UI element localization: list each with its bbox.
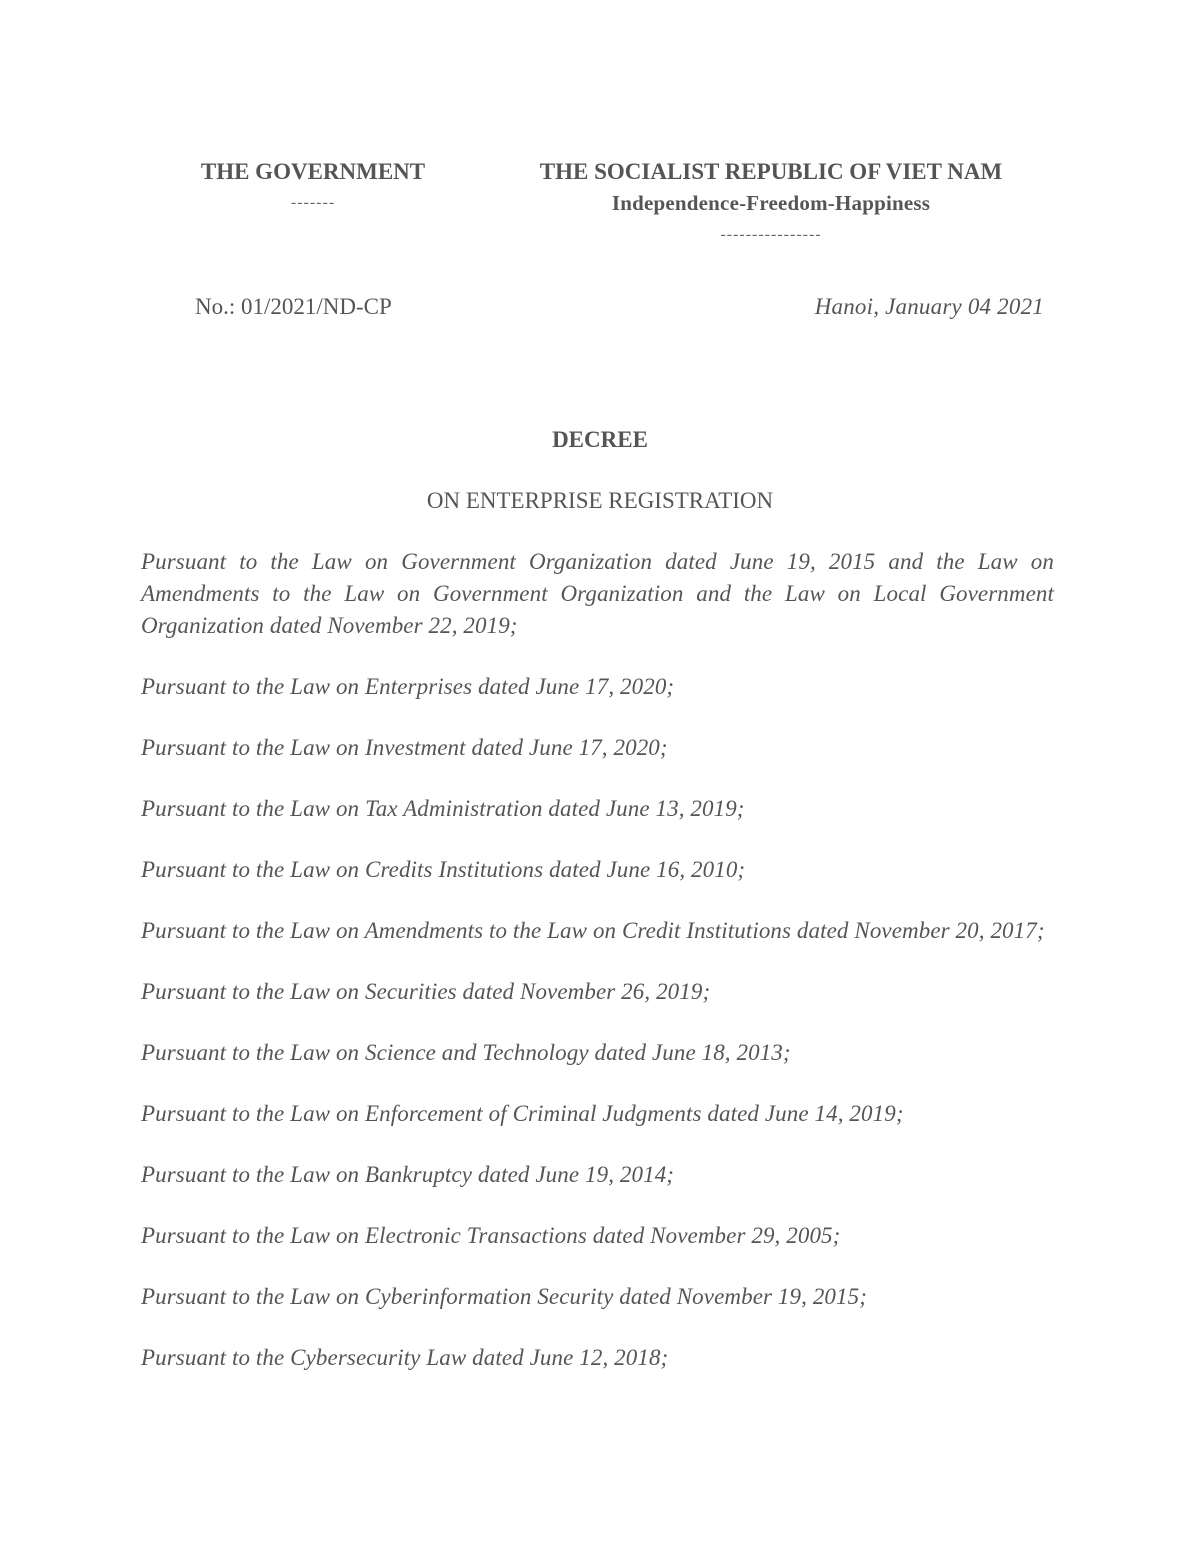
recital-paragraph: Pursuant to the Law on Investment dated June 17, 2020; [141,735,668,760]
document-number: No.: 01/2021/ND-CP [195,294,392,319]
document-type-title: DECREE [552,427,648,452]
recital-paragraph: Pursuant to the Law on Electronic Transactions dated November 29, 2005; [141,1223,841,1248]
country-name: THE SOCIALIST REPUBLIC OF VIET NAM [539,159,1003,184]
recital-paragraph: Pursuant to the Law on Science and Technology dated June 18, 2013; [141,1040,791,1065]
national-motto: Independence-Freedom-Happiness [611,191,931,215]
recital-paragraph: Pursuant to the Cybersecurity Law dated June 12, 2018; [141,1345,669,1370]
issuer-block [162,156,464,216]
recital-paragraph: Pursuant to the Law on Tax Administration dated June 13, 2019; [141,796,745,821]
document-subject: ON ENTERPRISE REGISTRATION [426,488,774,513]
place-and-date: Hanoi, January 04 2021 [814,294,1044,319]
recitals-list [141,546,1054,1403]
recital-paragraph: Pursuant to the Law on Credits Institutions dated June 16, 2010; [141,857,746,882]
national-heading-block [486,156,1056,248]
recital-paragraph: Pursuant to the Law on Amendments to the Law on Credit Institutions dated November 20, 2017; [141,918,1045,943]
recital-paragraph: Pursuant to the Law on Enforcement of Criminal Judgments dated June 14, 2019; [141,1101,904,1126]
recital-paragraph: Pursuant to the Law on Cyberinformation Security dated November 19, 2015; [141,1284,867,1309]
issuer-separator: ------- [290,194,336,211]
recital-paragraph: Pursuant to the Law on Bankruptcy dated June 19, 2014; [141,1162,675,1187]
recital-paragraph: Pursuant to the Law on Government Organization dated June 19, 2015 and the Law on Amendments to the Law on Government Organization and the Law on Local Government Organization dated November 22, 2019; [141,549,1054,638]
issuer-name: THE GOVERNMENT [200,159,426,184]
recital-paragraph: Pursuant to the Law on Securities dated November 26, 2019; [141,979,711,1004]
recital-paragraph: Pursuant to the Law on Enterprises dated June 17, 2020; [141,674,675,699]
motto-separator: ---------------- [720,226,822,243]
